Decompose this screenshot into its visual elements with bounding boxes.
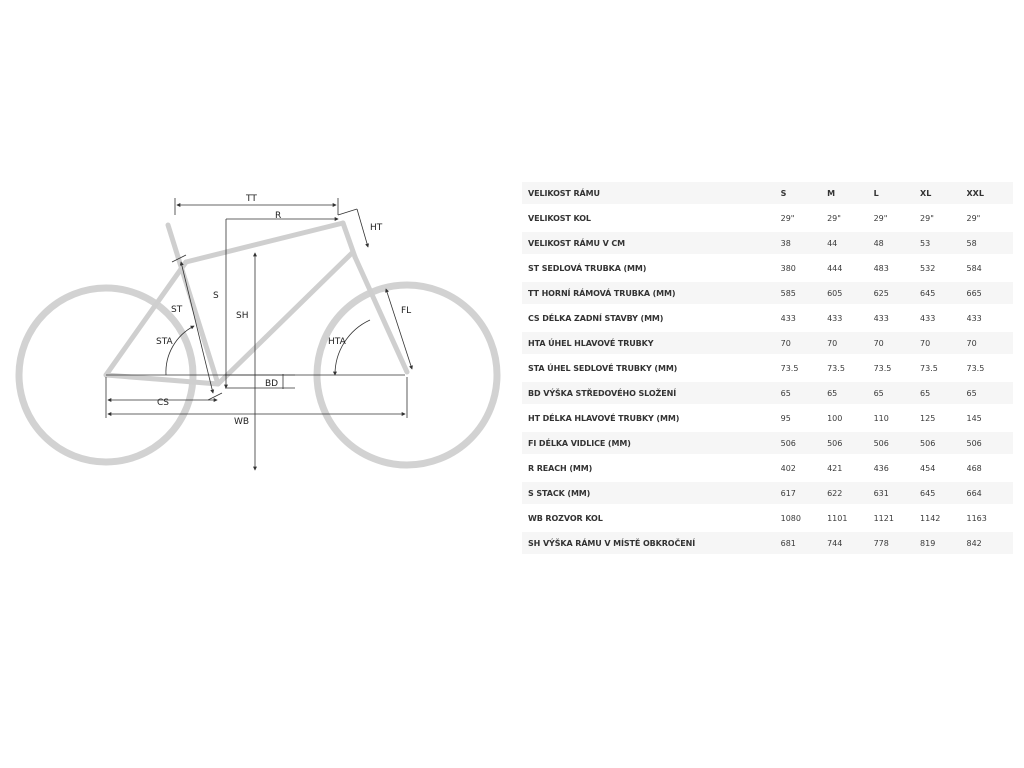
row-value: 1080 (781, 507, 827, 529)
label-st: ST (171, 305, 183, 315)
row-value: 631 (874, 482, 920, 504)
row-value: 585 (781, 282, 827, 304)
row-value: 29" (781, 207, 827, 229)
row-value: 29" (827, 207, 873, 229)
header-size: S (781, 182, 827, 204)
table-row (522, 457, 1013, 479)
table-row (522, 357, 1013, 379)
row-value: 70 (781, 332, 827, 354)
row-value: 65 (827, 382, 873, 404)
header-size: XXL (967, 182, 1014, 204)
row-value: 1121 (874, 507, 920, 529)
label-tt: TT (246, 194, 257, 204)
row-label: VELIKOST RÁMU V CM (522, 232, 781, 254)
geometry-table (522, 179, 1013, 557)
label-bd: BD (265, 379, 279, 389)
row-value: 38 (781, 232, 827, 254)
dimension-lines (106, 198, 412, 470)
row-value: 73.5 (827, 357, 873, 379)
row-value: 468 (967, 457, 1014, 479)
label-wb: WB (234, 417, 250, 427)
table-row (522, 382, 1013, 404)
row-label: SH VÝŠKA RÁMU V MÍSTĚ OBKROČENÍ (522, 532, 781, 554)
row-value: 73.5 (967, 357, 1014, 379)
row-value: 65 (920, 382, 966, 404)
row-value: 681 (781, 532, 827, 554)
row-value: 100 (827, 407, 873, 429)
label-cs: CS (157, 398, 169, 408)
row-value: 53 (920, 232, 966, 254)
row-value: 506 (967, 432, 1014, 454)
row-value: 433 (967, 307, 1014, 329)
label-ht: HT (370, 223, 383, 233)
row-value: 584 (967, 257, 1014, 279)
row-value: 842 (967, 532, 1014, 554)
label-hta: HTA (328, 337, 346, 347)
header-size: L (874, 182, 920, 204)
row-value: 70 (967, 332, 1014, 354)
row-value: 380 (781, 257, 827, 279)
row-label: VELIKOST KOL (522, 207, 781, 229)
table-row (522, 257, 1013, 279)
label-s: S (213, 291, 219, 301)
row-label: HT DÉLKA HLAVOVÉ TRUBKY (MM) (522, 407, 781, 429)
row-value: 125 (920, 407, 966, 429)
table-row (522, 407, 1013, 429)
row-value: 29" (967, 207, 1014, 229)
label-fl: FL (401, 306, 412, 316)
table-row (522, 307, 1013, 329)
row-value: 506 (781, 432, 827, 454)
row-value: 421 (827, 457, 873, 479)
table-header-row (522, 182, 1013, 204)
row-value: 70 (920, 332, 966, 354)
row-value: 532 (920, 257, 966, 279)
row-value: 65 (874, 382, 920, 404)
row-value: 483 (874, 257, 920, 279)
bike-geometry-diagram (0, 0, 510, 768)
table-row (522, 207, 1013, 229)
row-value: 70 (874, 332, 920, 354)
row-value: 665 (967, 282, 1014, 304)
row-value: 402 (781, 457, 827, 479)
row-value: 433 (781, 307, 827, 329)
row-value: 1142 (920, 507, 966, 529)
row-value: 664 (967, 482, 1014, 504)
row-value: 436 (874, 457, 920, 479)
row-value: 65 (967, 382, 1014, 404)
row-value: 1101 (827, 507, 873, 529)
row-label: R REACH (MM) (522, 457, 781, 479)
row-label: S STACK (MM) (522, 482, 781, 504)
header-size: M (827, 182, 873, 204)
row-value: 778 (874, 532, 920, 554)
row-value: 58 (967, 232, 1014, 254)
row-label: ST SEDLOVÁ TRUBKA (MM) (522, 257, 781, 279)
row-label: BD VÝŠKA STŘEDOVÉHO SLOŽENÍ (522, 382, 781, 404)
row-value: 645 (920, 482, 966, 504)
row-label: CS DÉLKA ZADNÍ STAVBY (MM) (522, 307, 781, 329)
row-value: 65 (781, 382, 827, 404)
header-size: XL (920, 182, 966, 204)
row-value: 622 (827, 482, 873, 504)
row-value: 744 (827, 532, 873, 554)
row-value: 506 (827, 432, 873, 454)
row-label: STA ÚHEL SEDLOVÉ TRUBKY (MM) (522, 357, 781, 379)
row-label: WB ROZVOR KOL (522, 507, 781, 529)
row-value: 625 (874, 282, 920, 304)
row-label: FI DÉLKA VIDLICE (MM) (522, 432, 781, 454)
row-value: 73.5 (781, 357, 827, 379)
label-sh: SH (236, 311, 249, 321)
label-sta: STA (156, 337, 173, 347)
row-value: 454 (920, 457, 966, 479)
table-row (522, 282, 1013, 304)
table-row (522, 482, 1013, 504)
row-value: 110 (874, 407, 920, 429)
row-value: 48 (874, 232, 920, 254)
table-row (522, 232, 1013, 254)
row-value: 433 (827, 307, 873, 329)
row-value: 605 (827, 282, 873, 304)
header-label: VELIKOST RÁMU (522, 182, 781, 204)
row-value: 433 (920, 307, 966, 329)
row-value: 44 (827, 232, 873, 254)
row-label: TT HORNÍ RÁMOVÁ TRUBKA (MM) (522, 282, 781, 304)
row-value: 73.5 (874, 357, 920, 379)
row-value: 444 (827, 257, 873, 279)
row-value: 617 (781, 482, 827, 504)
row-value: 506 (874, 432, 920, 454)
row-value: 645 (920, 282, 966, 304)
row-value: 95 (781, 407, 827, 429)
row-value: 29" (874, 207, 920, 229)
row-value: 145 (967, 407, 1014, 429)
table-row (522, 432, 1013, 454)
label-r: R (275, 211, 282, 221)
row-value: 29" (920, 207, 966, 229)
row-value: 1163 (967, 507, 1014, 529)
row-value: 70 (827, 332, 873, 354)
table-row (522, 507, 1013, 529)
row-value: 506 (920, 432, 966, 454)
row-label: HTA ÚHEL HLAVOVÉ TRUBKY (522, 332, 781, 354)
table-row (522, 532, 1013, 554)
row-value: 73.5 (920, 357, 966, 379)
table-row (522, 332, 1013, 354)
row-value: 433 (874, 307, 920, 329)
row-value: 819 (920, 532, 966, 554)
